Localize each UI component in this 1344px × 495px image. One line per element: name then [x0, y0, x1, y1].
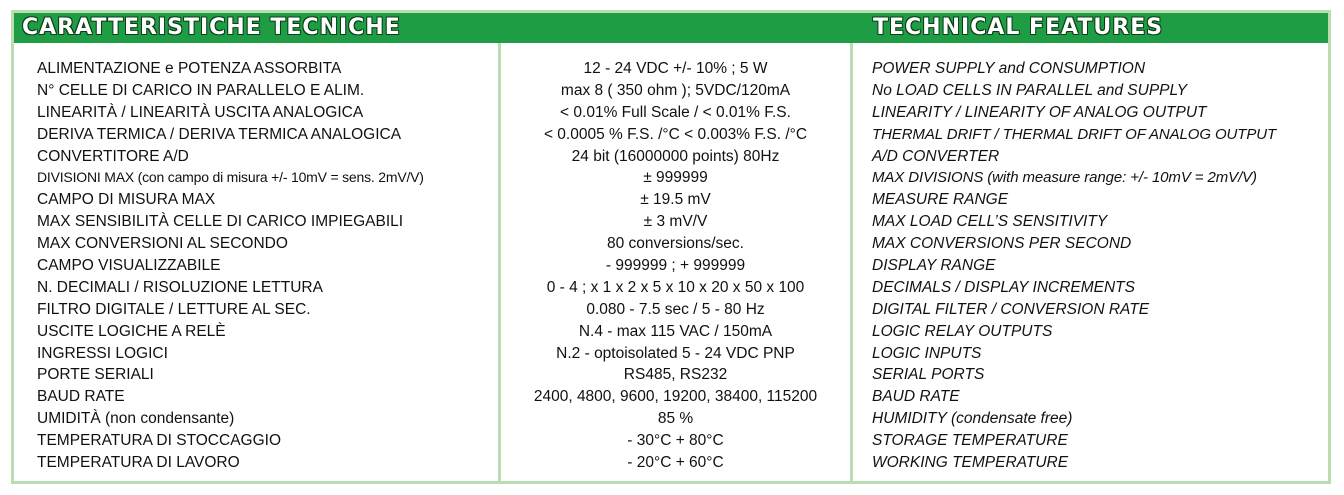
spec-label-en: HUMIDITY (condensate free) — [872, 410, 1073, 428]
spec-label-en: LINEARITY / LINEARITY OF ANALOG OUTPUT — [872, 103, 1207, 121]
spec-value: - 30°C + 80°C — [627, 432, 724, 450]
spec-value: - 20°C + 60°C — [627, 454, 724, 472]
spec-label-en: WORKING TEMPERATURE — [872, 454, 1069, 472]
spec-label-en: POWER SUPPLY and CONSUMPTION — [872, 60, 1146, 77]
spec-label-en: DECIMALS / DISPLAY INCREMENTS — [872, 278, 1135, 296]
spec-label-en: A/D CONVERTER — [872, 147, 1000, 165]
spec-value: 12 - 24 VDC +/- 10% ; 5 W — [583, 60, 768, 77]
table-header — [14, 13, 1328, 43]
spec-label-it: TEMPERATURA DI LAVORO — [37, 454, 240, 472]
spec-label-en: DIGITAL FILTER / CONVERSION RATE — [872, 300, 1150, 318]
spec-label-it: ALIMENTAZIONE e POTENZA ASSORBITA — [37, 60, 342, 77]
spec-value: 80 conversions/sec. — [607, 235, 744, 253]
spec-value: 85 % — [657, 410, 694, 428]
spec-label-it: BAUD RATE — [37, 388, 125, 406]
spec-value: 2400, 4800, 9600, 19200, 38400, 115200 — [533, 388, 818, 406]
spec-value: ± 3 mV/V — [643, 213, 708, 231]
spec-label-it: LINEARITÀ / LINEARITÀ USCITA ANALOGICA — [37, 103, 364, 121]
spec-label-en: MEASURE RANGE — [872, 191, 1009, 209]
spec-label-it: FILTRO DIGITALE / LETTURE AL SEC. — [37, 300, 311, 318]
spec-value: ± 999999 — [643, 169, 708, 187]
spec-label-it: N. DECIMALI / RISOLUZIONE LETTURA — [37, 278, 323, 296]
values-column — [501, 58, 850, 474]
spec-value: 24 bit (16000000 points) 80Hz — [571, 147, 780, 165]
spec-label-en: BAUD RATE — [872, 388, 960, 406]
header-title-italian: CARATTERISTICHE TECNICHE — [22, 15, 401, 40]
spec-label-en: DISPLAY RANGE — [872, 257, 996, 275]
spec-label-it: INGRESSI LOGICI — [37, 344, 168, 362]
spec-label-en: MAX LOAD CELL’S SENSITIVITY — [872, 213, 1108, 231]
spec-label-en: MAX DIVISIONS (with measure range: +/- 10mV = 2mV/V) — [872, 169, 1257, 187]
spec-label-en: SERIAL PORTS — [872, 366, 985, 384]
spec-value: max 8 ( 350 ohm ); 5VDC/120mA — [560, 81, 791, 99]
column-divider — [850, 43, 853, 481]
spec-value: N.4 - max 115 VAC / 150mA — [578, 322, 773, 340]
spec-value: N.2 - optoisolated 5 - 24 VDC PNP — [556, 344, 795, 362]
english-labels-column — [872, 58, 1330, 474]
spec-label-en: THERMAL DRIFT / THERMAL DRIFT OF ANALOG OUTPUT — [872, 125, 1277, 143]
spec-value: RS485, RS232 — [623, 366, 728, 384]
spec-value: - 999999 ; + 999999 — [605, 257, 746, 275]
spec-label-en: MAX CONVERSIONS PER SECOND — [872, 235, 1132, 253]
spec-value: < 0.0005 % F.S. /°C < 0.003% F.S. /°C — [543, 125, 808, 143]
spec-label-it: MAX CONVERSIONI AL SECONDO — [37, 235, 288, 253]
spec-label-it: N° CELLE DI CARICO IN PARALLELO E ALIM. — [37, 81, 365, 99]
spec-label-en: LOGIC RELAY OUTPUTS — [872, 322, 1053, 340]
spec-label-it: UMIDITÀ (non condensante) — [37, 410, 235, 428]
spec-label-it: TEMPERATURA DI STOCCAGGIO — [37, 432, 282, 450]
spec-label-en: LOGIC INPUTS — [872, 344, 982, 362]
italian-labels-column — [37, 58, 492, 474]
spec-label-it: DIVISIONI MAX (con campo di misura +/- 10mV = sens. 2mV/V) — [37, 169, 424, 186]
spec-label-it: PORTE SERIALI — [37, 366, 154, 384]
spec-label-it: USCITE LOGICHE A RELÈ — [37, 322, 226, 340]
spec-label-it: CAMPO DI MISURA MAX — [37, 191, 216, 209]
spec-label-it: CAMPO VISUALIZZABILE — [37, 257, 221, 275]
spec-value: 0 - 4 ; x 1 x 2 x 5 x 10 x 20 x 50 x 100 — [546, 278, 805, 296]
spec-label-it: MAX SENSIBILITÀ CELLE DI CARICO IMPIEGABILI — [37, 213, 404, 231]
spec-value: ± 19.5 mV — [640, 191, 711, 209]
spec-label-en: STORAGE TEMPERATURE — [872, 432, 1068, 450]
spec-value: < 0.01% Full Scale / < 0.01% F.S. — [560, 103, 791, 121]
header-title-english: TECHNICAL FEATURES — [873, 15, 1164, 40]
spec-label-it: CONVERTITORE A/D — [37, 147, 189, 165]
spec-value: 0.080 - 7.5 sec / 5 - 80 Hz — [586, 300, 765, 318]
spec-label-en: No LOAD CELLS IN PARALLEL and SUPPLY — [872, 81, 1188, 99]
spec-table — [11, 10, 1331, 484]
spec-label-it: DERIVA TERMICA / DERIVA TERMICA ANALOGICA — [37, 125, 402, 143]
